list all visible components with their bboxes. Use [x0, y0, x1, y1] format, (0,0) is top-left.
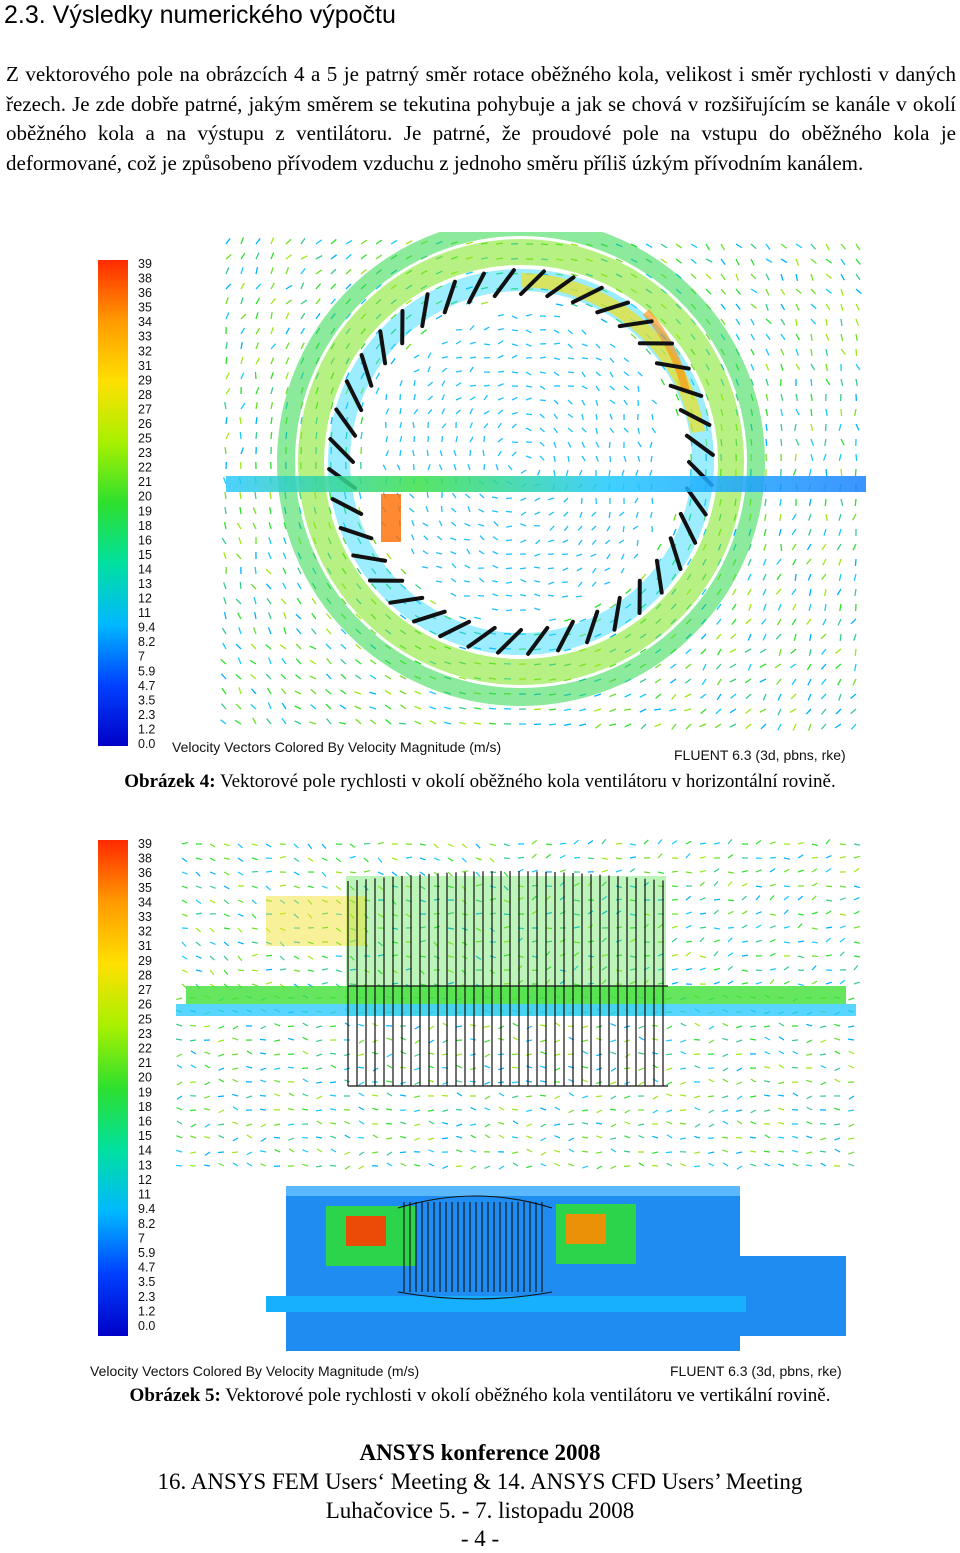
velocity-vector	[506, 595, 512, 596]
velocity-vector	[610, 1109, 616, 1110]
velocity-vector	[694, 1166, 700, 1167]
colorbar-tick-label: 9.4	[138, 1202, 155, 1216]
velocity-vector	[840, 634, 841, 641]
colorbar-tick-label: 7	[138, 650, 145, 664]
velocity-vector	[484, 344, 490, 345]
velocity-vector	[358, 1067, 364, 1068]
velocity-vector	[736, 1054, 742, 1055]
colorbar-tick-label: 11	[138, 606, 151, 620]
contour-section	[196, 1186, 860, 1351]
velocity-vector	[470, 1081, 476, 1082]
velocity-vector	[260, 1039, 266, 1040]
velocity-vector	[232, 1054, 238, 1055]
velocity-vector	[855, 649, 856, 656]
velocity-vector	[826, 469, 827, 476]
colorbar-tick-label: 19	[138, 504, 152, 518]
colorbar-tick-label: 16	[138, 1115, 152, 1129]
velocity-vector	[274, 1137, 280, 1138]
velocity-vector	[330, 1026, 336, 1027]
velocity-vector	[226, 357, 227, 364]
colorbar-tick-label: 38	[138, 272, 152, 286]
colorbar-tick-label: 33	[138, 910, 152, 924]
colorbar-tick-label: 12	[138, 592, 152, 606]
velocity-vector	[637, 540, 638, 546]
velocity-vector	[266, 969, 272, 970]
velocity-vector	[456, 357, 462, 358]
velocity-vector	[742, 955, 748, 956]
velocity-vector	[825, 499, 826, 506]
velocity-vector	[540, 357, 546, 358]
velocity-vector	[811, 409, 812, 416]
velocity-vector	[225, 492, 226, 499]
velocity-vector	[644, 872, 650, 873]
velocity-vector	[456, 1166, 462, 1167]
velocity-vector	[506, 511, 512, 512]
colorbar-tick-label: 11	[138, 1188, 151, 1202]
velocity-vector	[576, 596, 582, 597]
velocity-vector	[399, 723, 406, 724]
colorbar-tick-label: 14	[138, 1144, 152, 1158]
colorbar-tick-label: 1.2	[138, 1304, 155, 1318]
velocity-vector	[812, 857, 818, 858]
velocity-vector	[700, 927, 706, 928]
velocity-vector	[568, 372, 574, 373]
velocity-vector	[588, 858, 594, 859]
velocity-vector	[483, 450, 484, 456]
figure-5-plot	[86, 836, 868, 1384]
velocity-vector	[288, 1067, 294, 1068]
colorbar-tick-label: 16	[138, 533, 152, 547]
velocity-vector	[386, 394, 387, 400]
velocity-vector	[672, 871, 678, 872]
footer-page-number: - 4 -	[0, 1524, 960, 1553]
colorbar-tick-label: 36	[138, 866, 152, 880]
velocity-vector	[386, 1123, 392, 1124]
figure-5-image	[86, 836, 868, 1384]
colorbar-tick-label: 31	[138, 359, 152, 373]
colorbar-tick-label: 32	[138, 925, 152, 939]
colorbar-tick-label: 22	[138, 1041, 152, 1055]
velocity-vector	[855, 559, 856, 566]
velocity-vector	[534, 724, 541, 725]
velocity-vector	[623, 526, 624, 532]
velocity-vector	[841, 469, 842, 476]
velocity-vector	[506, 498, 512, 499]
figure-4-solver-label: FLUENT 6.3 (3d, pbns, rke)	[674, 747, 846, 763]
velocity-vector	[512, 1082, 518, 1083]
velocity-vector	[534, 567, 540, 568]
velocity-vector	[680, 1123, 686, 1124]
colorbar-tick-label: 34	[138, 315, 152, 329]
velocity-vector	[316, 1110, 322, 1111]
velocity-vector	[288, 1026, 294, 1027]
velocity-vector	[609, 442, 610, 448]
velocity-vector	[484, 385, 490, 386]
colorbar-tick-label: 26	[138, 417, 152, 431]
velocity-vector	[750, 1137, 756, 1138]
velocity-vector	[442, 1138, 448, 1139]
velocity-vector	[798, 941, 804, 942]
velocity-vector	[526, 414, 532, 415]
velocity-vector	[260, 1109, 266, 1110]
velocity-vector	[489, 708, 496, 709]
velocity-vector	[826, 886, 832, 887]
colorbar-tick-label: 25	[138, 432, 152, 446]
velocity-vector	[484, 464, 485, 470]
velocity-vector	[784, 886, 790, 887]
velocity-vector	[756, 970, 762, 971]
velocity-vector	[240, 432, 241, 439]
figure-5-solver-label: FLUENT 6.3 (3d, pbns, rke)	[670, 1363, 842, 1379]
velocity-vector	[358, 1137, 364, 1138]
colorbar-tick-label: 5.9	[138, 1246, 155, 1260]
colorbar-tick-label: 13	[138, 1158, 152, 1172]
velocity-vector	[413, 422, 414, 428]
colorbar-tick-label: 15	[138, 548, 152, 562]
velocity-vector	[316, 1166, 322, 1167]
colorbar-tick-label: 20	[138, 1071, 152, 1085]
colorbar-tick-label: 23	[138, 446, 152, 460]
velocity-vector	[548, 595, 554, 596]
velocity-vector	[489, 723, 496, 724]
body-paragraph: Z vektorového pole na obrázcích 4 a 5 je patrný směr rotace oběžného kola, velikost i směr rychlosti v daných řezech. Je zde dobře patrné, jakým směrem se tekutina pohybuje a jak se chová v rozšiřujícím se kanále v okolí oběžného kola a na výstupu z ventilátoru. Je patrné, že proudové pole na vstupu do oběžného kola je deformované, což je způsobeno přívodem vzduchu z jednoho směru příliš úzkým přívodním kanálem.	[6, 60, 956, 178]
colorbar-tick-label: 29	[138, 373, 152, 387]
velocity-vector	[240, 462, 241, 469]
velocity-vector	[271, 432, 272, 439]
colorbar-tick-label: 25	[138, 1012, 152, 1026]
velocity-vector	[549, 724, 556, 725]
figure-5-caption	[40, 1384, 920, 1408]
velocity-vector	[470, 385, 476, 386]
colorbar-tick-label: 35	[138, 881, 152, 895]
velocity-vector	[330, 1165, 336, 1166]
figure-4-plot-label: Velocity Vectors Colored By Velocity Magnitude (m/s)	[172, 739, 501, 755]
colorbar-tick-label: 34	[138, 895, 152, 909]
velocity-vector	[796, 319, 797, 326]
colorbar-tick-label: 21	[138, 1056, 152, 1070]
velocity-vector	[581, 498, 582, 504]
velocity-vector	[427, 492, 428, 498]
velocity-vector	[512, 372, 518, 373]
velocity-vector	[540, 1095, 546, 1096]
velocity-vector	[266, 871, 272, 872]
velocity-vector	[840, 844, 846, 845]
colorbar-tick-label: 27	[138, 402, 152, 416]
velocity-vector	[708, 1096, 714, 1097]
velocity-vector	[204, 1026, 210, 1027]
velocity-vector	[255, 372, 256, 379]
velocity-vector	[792, 1040, 798, 1041]
colorbar-tick-label: 39	[138, 837, 152, 851]
velocity-vector	[336, 872, 342, 873]
velocity-vector	[582, 358, 588, 359]
colorbar-tick-label: 14	[138, 562, 152, 576]
velocity-vector	[526, 1096, 532, 1097]
velocity-vector	[518, 857, 524, 858]
inlet-jet	[226, 476, 866, 492]
velocity-vector-field	[216, 232, 866, 744]
figure-4-caption	[40, 770, 920, 794]
figure-4-plot	[86, 232, 868, 766]
velocity-vector	[226, 417, 227, 424]
velocity-vector	[856, 349, 857, 356]
colorbar-tick-label: 19	[138, 1085, 152, 1099]
velocity-vector	[190, 1025, 196, 1026]
figure-5-plot-label: Velocity Vectors Colored By Velocity Magnitude (m/s)	[90, 1363, 419, 1379]
colorbar-tick-label: 38	[138, 852, 152, 866]
velocity-vector	[609, 512, 610, 518]
velocity-vector	[520, 568, 526, 569]
velocity-vector	[742, 941, 748, 942]
footer-conference-text: ANSYS konference 2008	[359, 1440, 600, 1465]
colorbar-tick-label: 1.2	[138, 722, 155, 736]
colorbar-tick-label: 21	[138, 475, 152, 489]
velocity-vector	[190, 1110, 196, 1111]
colorbar-tick-label: 0.0	[138, 1319, 155, 1333]
velocity-vector	[722, 1137, 728, 1138]
velocity-vector	[826, 927, 832, 928]
velocity-vector	[582, 1151, 588, 1152]
colorbar-tick-label: 27	[138, 983, 152, 997]
colorbar-tick-label: 33	[138, 330, 152, 344]
velocity-vector	[470, 357, 476, 358]
colorbar	[98, 260, 128, 746]
velocity-vector	[795, 574, 796, 581]
velocity-vector	[512, 1067, 518, 1068]
colorbar-tick-label: 35	[138, 301, 152, 315]
colorbar-tick-label: 3.5	[138, 693, 155, 707]
velocity-vector	[652, 498, 653, 504]
velocity-vector	[792, 1067, 798, 1068]
velocity-vector	[506, 610, 512, 611]
velocity-vector	[568, 358, 574, 359]
velocity-vector	[400, 450, 401, 456]
velocity-vector	[856, 454, 857, 461]
velocity-vector	[225, 447, 226, 454]
colorbar-tick-label: 5.9	[138, 664, 155, 678]
velocity-vector	[766, 439, 767, 446]
velocity-vector	[781, 439, 782, 446]
velocity-vector	[855, 499, 856, 506]
figure-5-caption-prefix: Obrázek 5:	[130, 1385, 221, 1406]
colorbar-tick-label: 13	[138, 577, 152, 591]
velocity-vector	[427, 450, 428, 456]
colorbar-tick-label: 4.7	[138, 1261, 155, 1275]
colorbar-tick-label: 39	[138, 257, 152, 271]
velocity-vector	[811, 379, 812, 386]
velocity-vector	[540, 400, 546, 401]
velocity-vector	[534, 709, 541, 710]
velocity-vector	[554, 343, 560, 344]
velocity-vector	[240, 582, 241, 589]
velocity-vector	[652, 414, 653, 420]
colorbar-tick-label: 18	[138, 1100, 152, 1114]
velocity-vector	[176, 1165, 182, 1166]
colorbar-tick-label: 0.0	[138, 737, 155, 751]
velocity-vector	[764, 1151, 770, 1152]
colorbar-tick-label: 31	[138, 939, 152, 953]
velocity-vector	[554, 316, 560, 317]
colorbar-tick-label: 4.7	[138, 679, 155, 693]
colorbar-tick-label: 36	[138, 286, 152, 300]
velocity-vector	[266, 955, 272, 956]
velocity-vector	[512, 330, 518, 331]
colorbar-tick-label: 22	[138, 461, 152, 475]
colorbar-tick-label: 9.4	[138, 621, 155, 635]
velocity-vector	[596, 1096, 602, 1097]
vertical-velocity-field	[176, 836, 866, 1176]
colorbar-tick-label: 15	[138, 1129, 152, 1143]
colorbar-tick-label: 2.3	[138, 708, 155, 722]
colorbar-tick-label: 7	[138, 1231, 145, 1245]
colorbar-labels	[138, 257, 155, 751]
figure-4-image	[86, 232, 868, 766]
colorbar-tick-label: 28	[138, 388, 152, 402]
footer-meeting: 16. ANSYS FEM Users‘ Meeting & 14. ANSYS CFD Users’ Meeting	[0, 1467, 960, 1496]
colorbar-tick-label: 20	[138, 490, 152, 504]
figure-5-caption-text: Vektorové pole rychlosti v okolí oběžného kola ventilátoru ve vertikální rovině.	[221, 1385, 831, 1406]
colorbar-tick-label: 2.3	[138, 1290, 155, 1304]
velocity-vector	[252, 871, 258, 872]
velocity-vector	[841, 409, 842, 416]
velocity-vector	[568, 1124, 574, 1125]
colorbar-tick-label: 29	[138, 954, 152, 968]
velocity-vector	[616, 843, 622, 844]
colorbar-tick-label: 26	[138, 998, 152, 1012]
velocity-vector	[330, 1095, 336, 1096]
velocity-vector	[728, 900, 734, 901]
velocity-vector	[400, 1152, 406, 1153]
colorbar-tick-label: 18	[138, 519, 152, 533]
velocity-vector	[506, 540, 512, 541]
velocity-vector	[238, 970, 244, 971]
velocity-vector	[302, 1137, 308, 1138]
velocity-vector	[256, 432, 257, 439]
velocity-vector	[700, 913, 706, 914]
velocity-vector	[218, 1096, 224, 1097]
velocity-vector	[506, 568, 512, 569]
velocity-vector	[666, 1152, 672, 1153]
velocity-vector	[855, 469, 856, 476]
figure-4-caption-text: Vektorové pole rychlosti v okolí oběžného kola ventilátoru v horizontální rovině.	[216, 771, 836, 792]
colorbar-tick-label: 28	[138, 968, 152, 982]
colorbar-labels	[138, 837, 155, 1333]
velocity-vector	[464, 539, 470, 540]
velocity-vector	[436, 581, 442, 582]
footer-conference	[0, 1438, 960, 1467]
colorbar-tick-label: 3.5	[138, 1275, 155, 1289]
colorbar-tick-label: 12	[138, 1173, 152, 1187]
colorbar-tick-label: 23	[138, 1027, 152, 1041]
figure-4-caption-prefix: Obrázek 4:	[124, 771, 215, 792]
footer-place-date: Luhačovice 5. - 7. listopadu 2008	[0, 1496, 960, 1525]
velocity-vector	[330, 1053, 336, 1054]
velocity-vector	[714, 899, 720, 900]
velocity-vector	[498, 371, 504, 372]
velocity-vector	[795, 454, 796, 461]
velocity-vector	[554, 470, 555, 476]
velocity-vector	[330, 1082, 336, 1083]
velocity-vector	[560, 843, 566, 844]
velocity-vector	[218, 1152, 224, 1153]
velocity-vector	[176, 1039, 182, 1040]
colorbar-tick-label: 8.2	[138, 1217, 155, 1231]
colorbar-tick-label: 8.2	[138, 635, 155, 649]
colorbar-tick-label: 32	[138, 344, 152, 358]
velocity-vector	[781, 544, 782, 551]
velocity-vector	[512, 1054, 518, 1055]
velocity-vector	[255, 567, 256, 574]
velocity-vector	[666, 1054, 672, 1055]
section-title: 2.3. Výsledky numerického výpočtu	[4, 0, 396, 30]
velocity-vector	[686, 941, 692, 942]
velocity-vector	[232, 1152, 238, 1153]
velocity-vector	[548, 568, 554, 569]
velocity-vector	[350, 872, 356, 873]
velocity-vector	[400, 1067, 406, 1068]
velocity-vector	[638, 386, 639, 392]
velocity-vector	[820, 1151, 826, 1152]
colorbar	[98, 840, 128, 1336]
